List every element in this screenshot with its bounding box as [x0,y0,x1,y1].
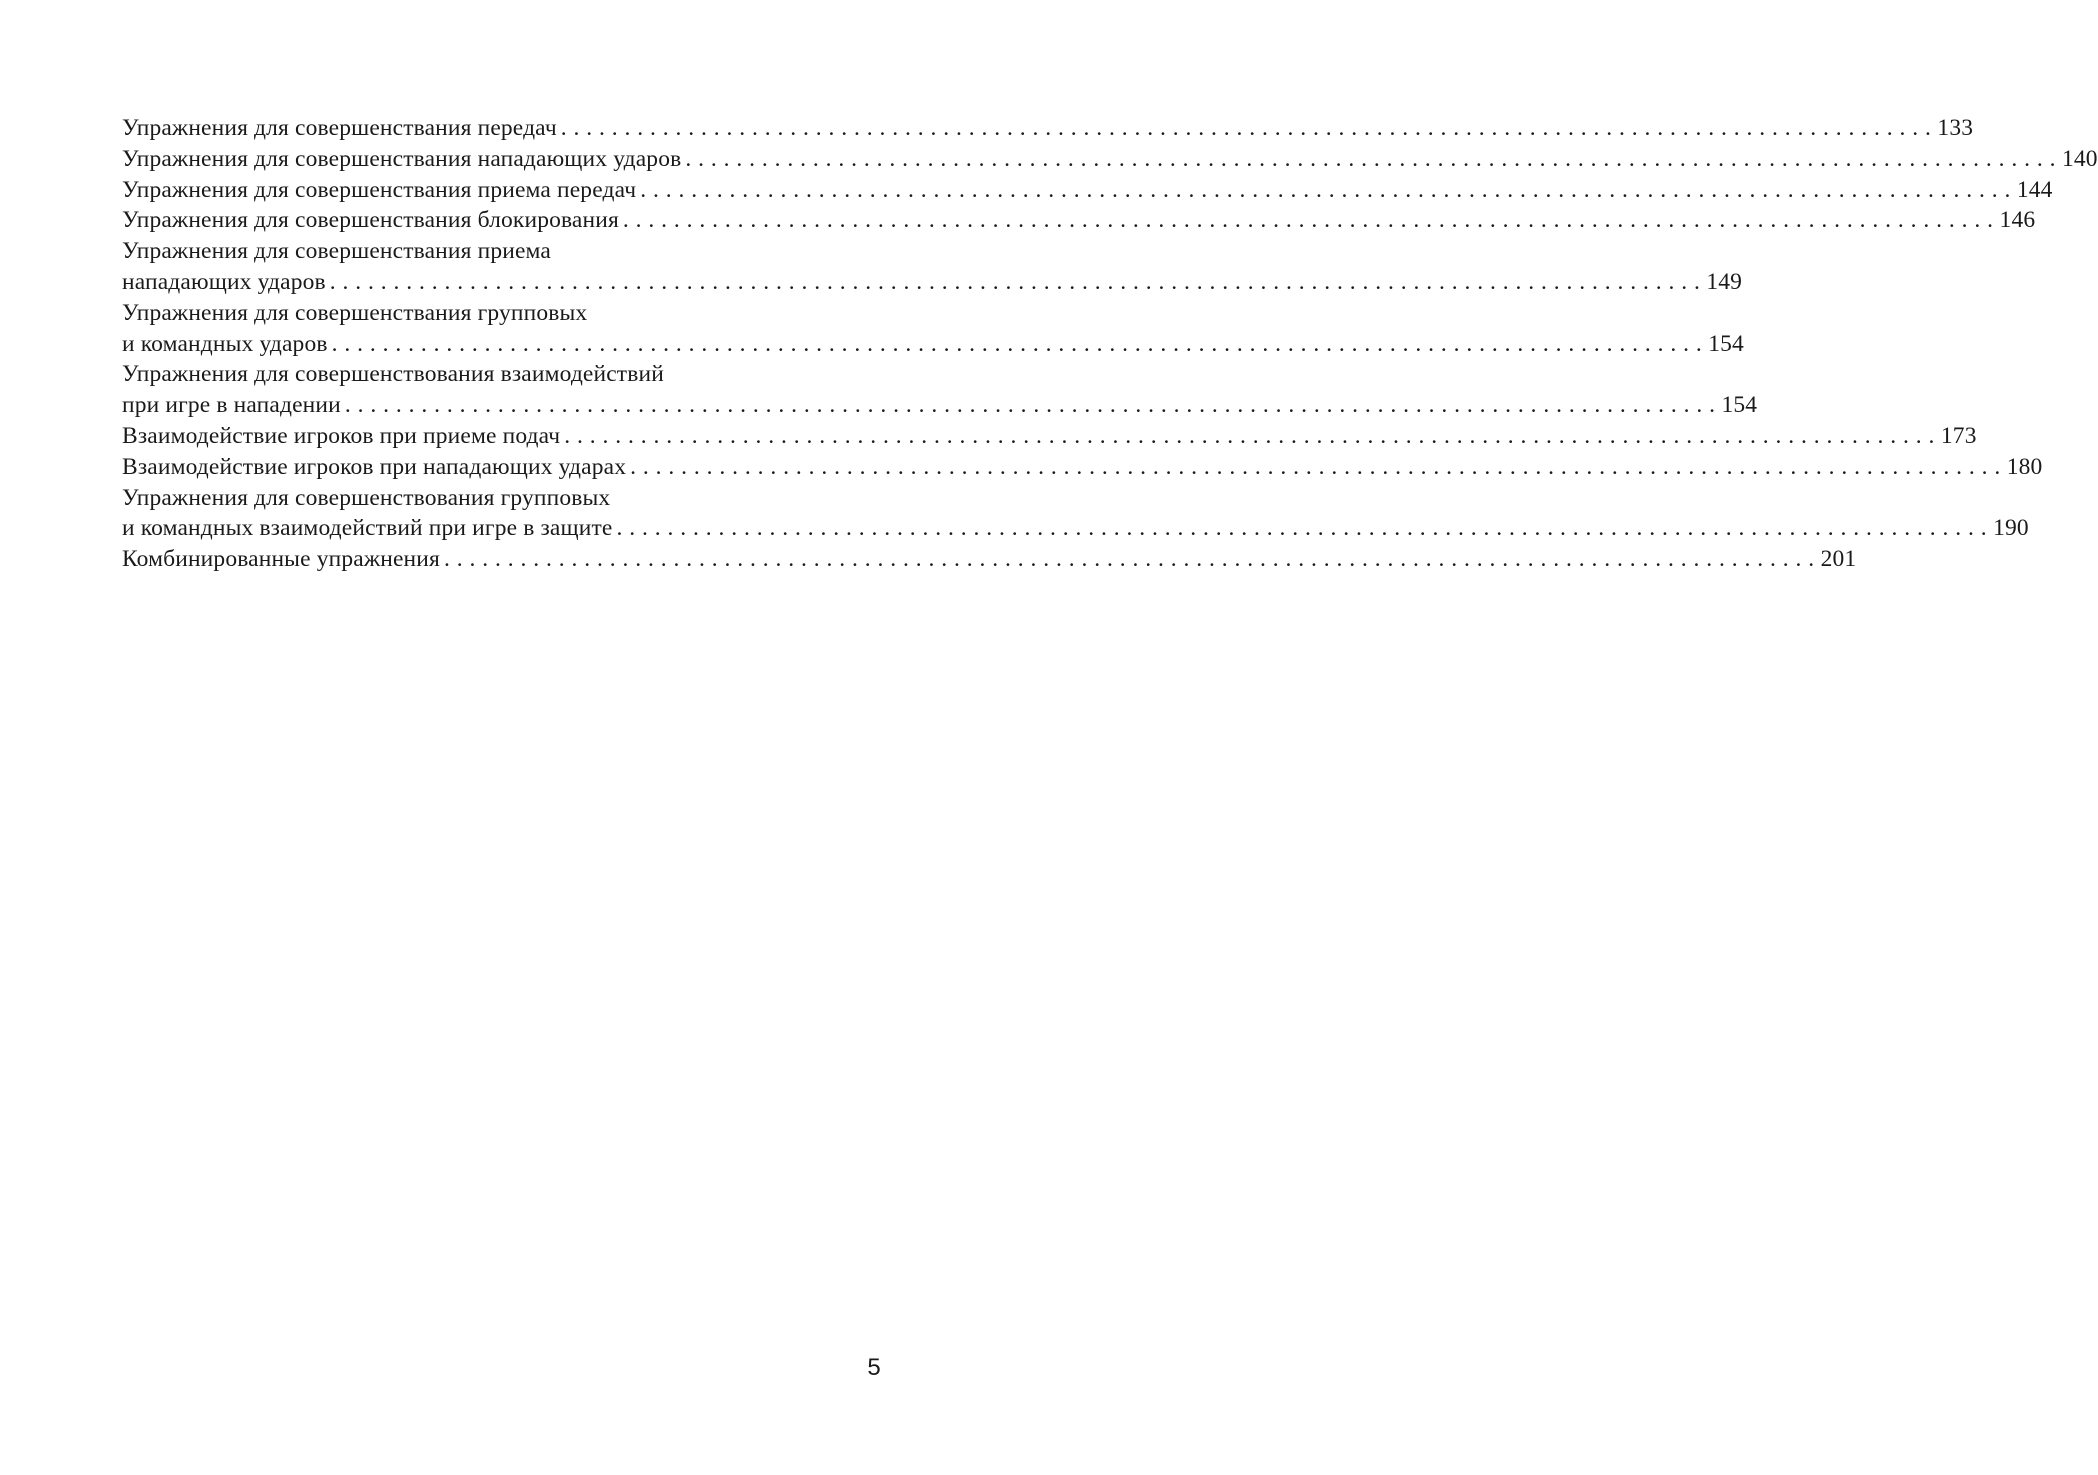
toc-entry-title: Упражнения для совершенствования групповых [122,484,611,511]
toc-entry-title-continued: при игре в нападении [122,392,341,419]
toc-entry-first-line[interactable] [122,298,870,329]
toc-entry-title-continued: и командных ударов [122,330,328,357]
toc-entry-page: 201 [1820,546,1857,573]
dot-leader [630,452,2001,483]
toc-entry-page: 140 [2061,145,2098,172]
toc-entry[interactable] [122,421,1977,452]
toc-entry[interactable] [122,513,2029,544]
toc-entry-page: 180 [2006,453,2043,480]
toc-entry-page: 173 [1940,422,1977,449]
toc-entry-first-line[interactable] [122,359,870,390]
toc-entry[interactable] [122,267,1743,298]
toc-entry[interactable] [122,452,2043,483]
toc-entry-title: Взаимодействие игроков при нападающих ударах [122,453,627,480]
toc-entry-first-line[interactable] [122,236,870,267]
toc-entry[interactable] [122,205,2036,236]
toc-entry-title: Упражнения для совершенствания приема передач [122,176,637,203]
table-of-contents [122,113,2098,575]
toc-entry-first-line[interactable] [122,483,870,514]
toc-entry-title-continued: нападающих ударов [122,268,326,295]
toc-entry-title: Упражнения для совершенствания передач [122,115,557,141]
dot-leader [332,329,1703,360]
toc-entry-page: 144 [2016,176,2053,203]
toc-entry[interactable] [122,113,1974,144]
toc-entry[interactable] [122,544,1857,575]
toc-entry-title: Упражнения для совершенствания блокирования [122,207,619,234]
toc-entry-page: 133 [1937,115,1974,141]
dot-leader [444,544,1815,575]
dot-leader [640,175,2011,206]
dot-leader [561,113,1932,144]
toc-entry-page: 190 [1993,515,2029,542]
dot-leader [685,144,2056,175]
toc-entry-page: 146 [1999,207,2036,234]
toc-entry-page: 149 [1706,268,1743,295]
toc-entry-title: Упражнения для совершенствания приема [122,238,551,265]
toc-entry-title-continued: и командных взаимодействий при игре в защите [122,515,613,542]
toc-entry-title: Комбинированные упражнения [122,546,440,573]
dot-leader [616,513,1987,544]
toc-entry[interactable] [122,390,1758,421]
toc-entry[interactable] [122,175,2053,206]
dot-leader [345,390,1716,421]
toc-entry-title: Упражнения для совершенствания нападающих ударов [122,145,682,172]
toc-entry-title: Взаимодействие игроков при приеме подач [122,422,561,449]
page-number: 5 [867,1354,881,1381]
toc-entry[interactable] [122,329,1744,360]
toc-entry-title: Упражнения для совершенствания групповых [122,299,588,326]
dot-leader [623,205,1994,236]
toc-entry-page: 154 [1708,330,1744,357]
toc-entry[interactable] [122,144,2098,175]
dot-leader [564,421,1935,452]
dot-leader [330,267,1701,298]
toc-entry-page: 154 [1721,392,1758,419]
toc-entry-title: Упражнения для совершенствования взаимодействий [122,361,664,388]
